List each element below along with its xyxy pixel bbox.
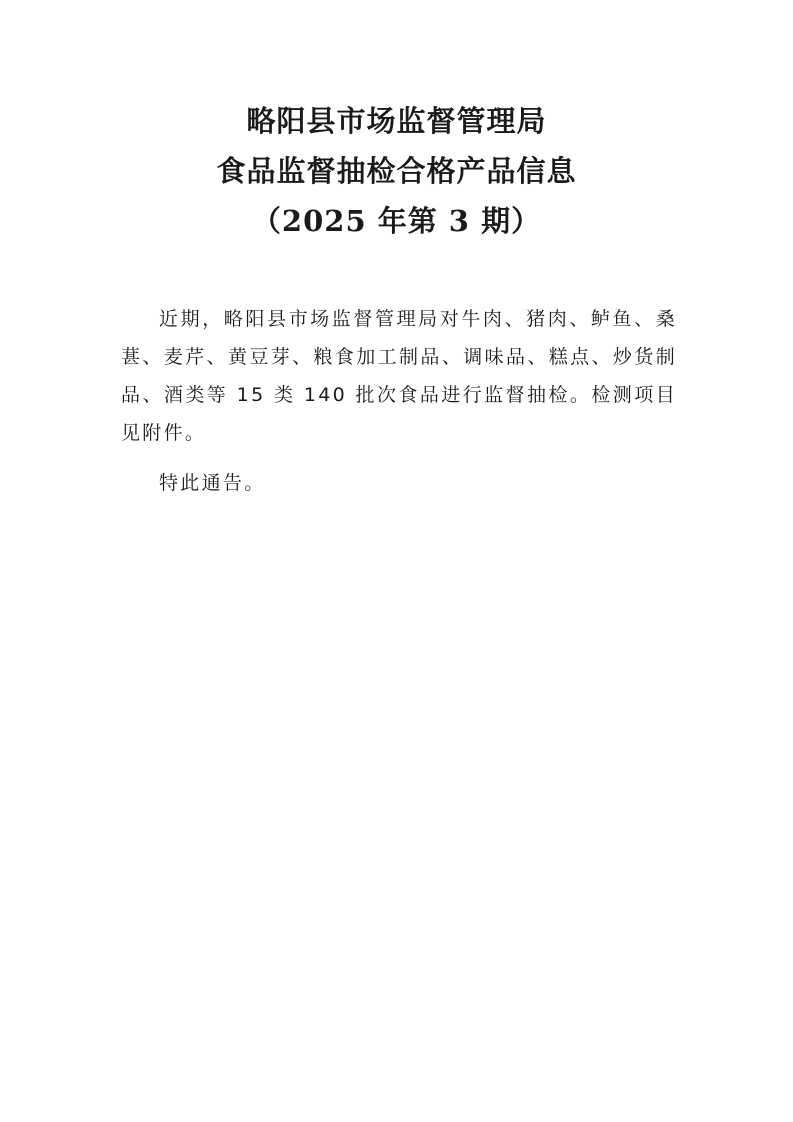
body-paragraph-main: 近期，略阳县市场监督管理局对牛肉、猪肉、鲈鱼、桑葚、麦芹、黄豆芽、粮食加工制品、调味品、糕点、炒货制品、酒类等 15 类 140 批次食品进行监督抽检。检测项目见附件。 bbox=[121, 308, 677, 444]
document-body bbox=[121, 300, 677, 502]
title-line-subject: 食品监督抽检合格产品信息 bbox=[216, 154, 577, 188]
document-title bbox=[0, 96, 793, 246]
body-paragraph-closing: 特此通告。 bbox=[159, 472, 266, 494]
title-line-issue: （2025 年第 3 期） bbox=[251, 204, 542, 238]
title-line-agency: 略阳县市场监督管理局 bbox=[246, 104, 547, 138]
